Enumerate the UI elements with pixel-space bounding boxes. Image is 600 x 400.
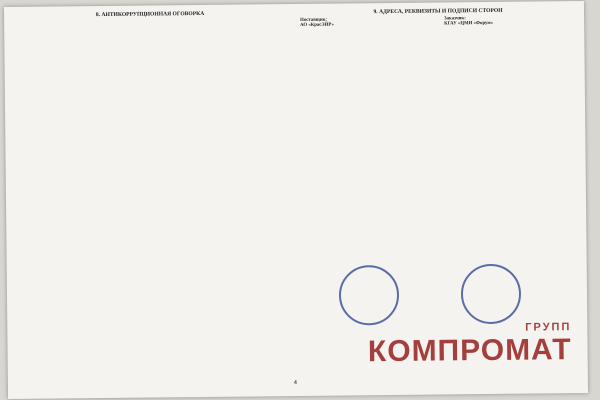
supplier-stamp (339, 265, 400, 326)
supplier-block (300, 16, 432, 29)
customer-label: Заказчик: (444, 15, 466, 22)
customer-block (444, 15, 576, 28)
page-number: 4 (293, 380, 297, 387)
watermark (368, 321, 572, 369)
customer-name: КГАУ «ЦМИ «Форум» (444, 21, 494, 27)
left-column (12, 10, 292, 391)
supplier-label: Поставщик: (300, 17, 327, 23)
watermark-text: КОМПРОМАТ (367, 333, 572, 369)
parties-block (300, 15, 576, 29)
customer-stamp (461, 264, 522, 325)
section-9-heading: 9. АДРЕСА, РЕКВИЗИТЫ И ПОДПИСИ СТОРОН (373, 7, 503, 16)
watermark-sub: ГРУПП (525, 321, 572, 334)
supplier-name: АО «КрасЭЙР» (300, 22, 334, 29)
document-page (4, 1, 588, 399)
section-8-heading: 8. АНТИКОРРУПЦИОННАЯ ОГОВОРКА (95, 10, 205, 19)
